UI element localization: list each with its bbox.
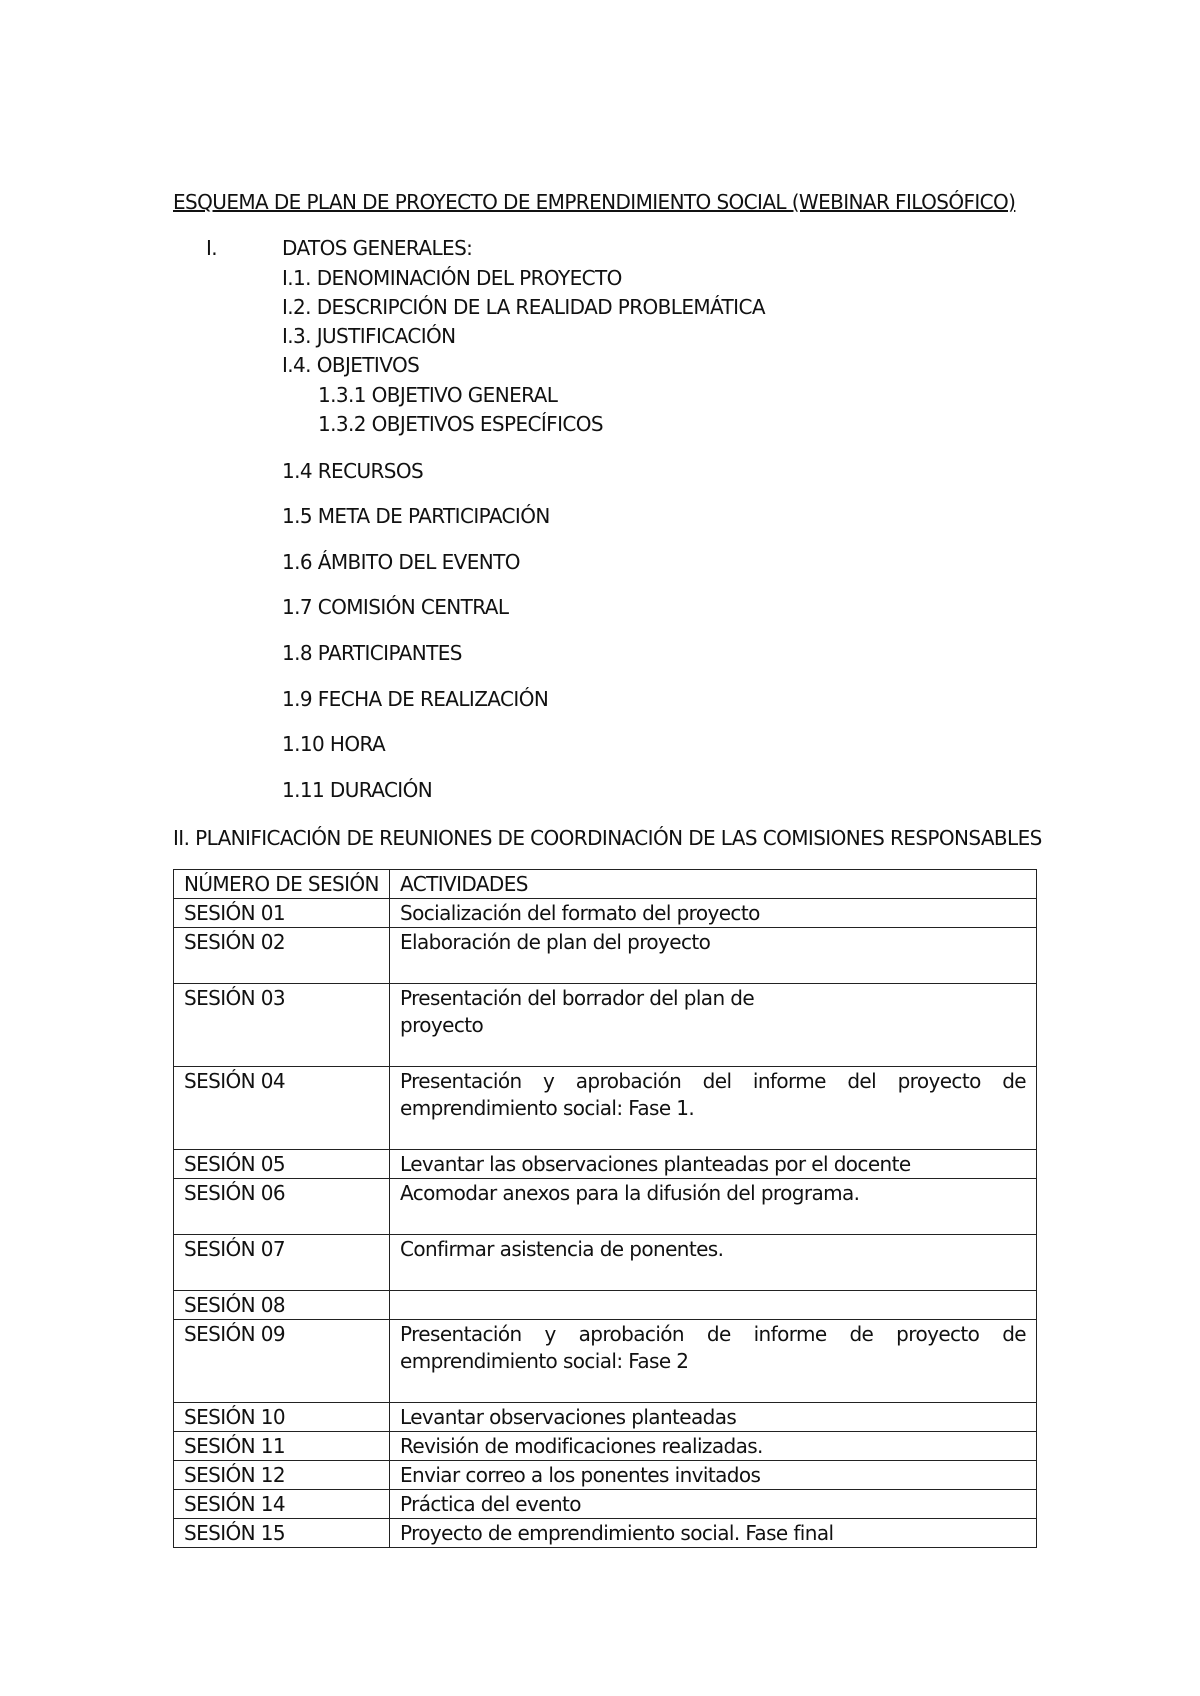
activity-cell: Levantar las observaciones planteadas por el docente	[390, 1150, 1037, 1179]
outline-item: 1.7 COMISIÓN CENTRAL	[282, 595, 509, 619]
table-row	[174, 1235, 1037, 1291]
session-cell: SESIÓN 14	[174, 1490, 390, 1519]
activity-cell: Socialización del formato del proyecto	[390, 899, 1037, 928]
sessions-table	[173, 869, 1037, 1548]
session-cell: SESIÓN 06	[174, 1179, 390, 1235]
activity-cell: Proyecto de emprendimiento social. Fase final	[390, 1519, 1037, 1548]
activity-cell	[390, 984, 1037, 1067]
table-row	[174, 928, 1037, 984]
outline-item: 1.6 ÁMBITO DEL EVENTO	[282, 550, 520, 574]
outline-item: 1.5 META DE PARTICIPACIÓN	[282, 504, 550, 528]
activity-cell: Revisión de modificaciones realizadas.	[390, 1432, 1037, 1461]
session-cell: SESIÓN 09	[174, 1320, 390, 1403]
table-row	[174, 984, 1037, 1067]
session-cell: SESIÓN 01	[174, 899, 390, 928]
outline-item: I.3. JUSTIFICACIÓN	[282, 324, 456, 348]
session-cell: SESIÓN 02	[174, 928, 390, 984]
outline-subitem: 1.3.1 OBJETIVO GENERAL	[318, 383, 558, 407]
outline-item: 1.8 PARTICIPANTES	[282, 641, 462, 665]
outline-item: I.2. DESCRIPCIÓN DE LA REALIDAD PROBLEMÁTICA	[282, 295, 765, 319]
table-row	[174, 1519, 1037, 1548]
session-cell: SESIÓN 10	[174, 1403, 390, 1432]
session-cell: SESIÓN 07	[174, 1235, 390, 1291]
section1-heading: DATOS GENERALES:	[282, 236, 473, 260]
header-session-number: NÚMERO DE SESIÓN	[174, 870, 390, 899]
activity-cell: Enviar correo a los ponentes invitados	[390, 1461, 1037, 1490]
table-row	[174, 1179, 1037, 1235]
table-row	[174, 1067, 1037, 1150]
table-row	[174, 1320, 1037, 1403]
session-cell: SESIÓN 03	[174, 984, 390, 1067]
outline-item: 1.11 DURACIÓN	[282, 778, 433, 802]
activity-line: proyecto	[400, 1013, 484, 1037]
outline-item: 1.10 HORA	[282, 732, 386, 756]
table-row	[174, 1403, 1037, 1432]
document-title: ESQUEMA DE PLAN DE PROYECTO DE EMPRENDIMIENTO SOCIAL (WEBINAR FILOSÓFICO)	[173, 190, 1016, 214]
outline-item: I.1. DENOMINACIÓN DEL PROYECTO	[282, 266, 622, 290]
table-row	[174, 899, 1037, 928]
activity-cell: Levantar observaciones planteadas	[390, 1403, 1037, 1432]
session-cell: SESIÓN 11	[174, 1432, 390, 1461]
table-header-row	[174, 870, 1037, 899]
section2-heading: II. PLANIFICACIÓN DE REUNIONES DE COORDINACIÓN DE LAS COMISIONES RESPONSABLES	[173, 826, 1042, 850]
outline-item: 1.4 RECURSOS	[282, 459, 424, 483]
activity-cell: Práctica del evento	[390, 1490, 1037, 1519]
activity-cell: Acomodar anexos para la difusión del programa.	[390, 1179, 1037, 1235]
table-row	[174, 1461, 1037, 1490]
session-cell: SESIÓN 05	[174, 1150, 390, 1179]
activity-cell: Presentación y aprobación de informe de proyecto de emprendimiento social: Fase 2	[390, 1320, 1037, 1403]
table-row	[174, 1291, 1037, 1320]
section1-numeral: I.	[206, 236, 218, 260]
session-cell: SESIÓN 15	[174, 1519, 390, 1548]
activity-cell: Elaboración de plan del proyecto	[390, 928, 1037, 984]
activity-cell	[390, 1291, 1037, 1320]
session-cell: SESIÓN 04	[174, 1067, 390, 1150]
table-row	[174, 1432, 1037, 1461]
activity-cell: Confirmar asistencia de ponentes.	[390, 1235, 1037, 1291]
table-row	[174, 1490, 1037, 1519]
session-cell: SESIÓN 08	[174, 1291, 390, 1320]
outline-item: 1.9 FECHA DE REALIZACIÓN	[282, 687, 549, 711]
activity-line: Presentación del borrador del plan de	[400, 986, 755, 1010]
activity-cell: Presentación y aprobación del informe del proyecto de emprendimiento social: Fase 1.	[390, 1067, 1037, 1150]
session-cell: SESIÓN 12	[174, 1461, 390, 1490]
table-row	[174, 1150, 1037, 1179]
header-activities: ACTIVIDADES	[390, 870, 1037, 899]
outline-item: I.4. OBJETIVOS	[282, 353, 420, 377]
outline-subitem: 1.3.2 OBJETIVOS ESPECÍFICOS	[318, 412, 603, 436]
